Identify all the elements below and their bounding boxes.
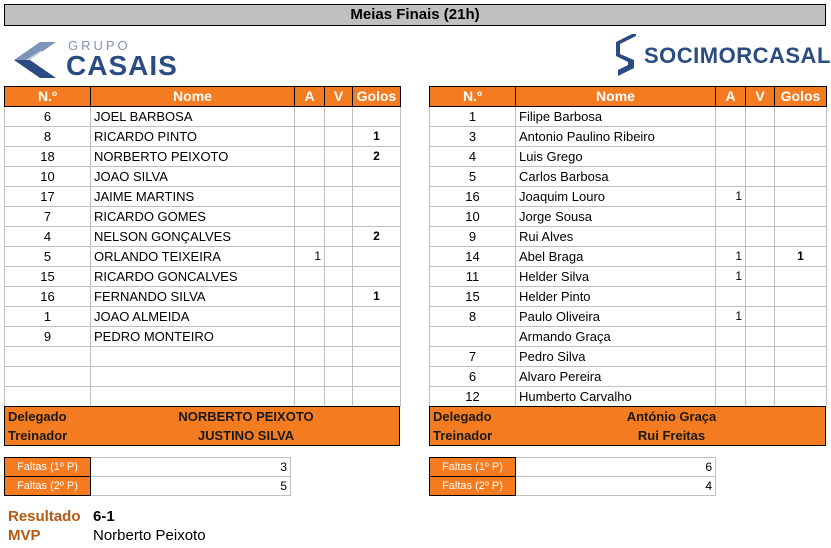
player-name: NORBERTO PEIXOTO bbox=[91, 147, 295, 167]
header-name: Nome bbox=[91, 87, 295, 107]
player-a bbox=[295, 107, 325, 127]
table-row bbox=[5, 107, 401, 127]
team-left-staff bbox=[4, 406, 400, 446]
player-a bbox=[295, 147, 325, 167]
team-right-staff bbox=[429, 406, 826, 446]
player-number: 8 bbox=[5, 127, 91, 147]
player-number: 16 bbox=[5, 287, 91, 307]
player-a bbox=[716, 347, 746, 367]
player-v bbox=[746, 267, 775, 287]
player-name: Helder Silva bbox=[516, 267, 716, 287]
table-row bbox=[430, 167, 827, 187]
player-name: Carlos Barbosa bbox=[516, 167, 716, 187]
player-golos bbox=[353, 347, 401, 367]
player-name: JOAO ALMEIDA bbox=[91, 307, 295, 327]
header-name: Nome bbox=[516, 87, 716, 107]
player-a bbox=[716, 147, 746, 167]
player-number: 15 bbox=[430, 287, 516, 307]
player-name: Paulo Oliveira bbox=[516, 307, 716, 327]
player-golos: 1 bbox=[353, 287, 401, 307]
table-row bbox=[5, 127, 401, 147]
player-v bbox=[746, 127, 775, 147]
player-number: 14 bbox=[430, 247, 516, 267]
treinador-value: Rui Freitas bbox=[637, 428, 706, 443]
team-right-table bbox=[429, 86, 827, 407]
team-left-faltas bbox=[4, 457, 291, 496]
player-a bbox=[716, 387, 746, 407]
player-golos bbox=[775, 147, 827, 167]
player-golos bbox=[775, 267, 827, 287]
player-name: Humberto Carvalho bbox=[516, 387, 716, 407]
player-name: Pedro Silva bbox=[516, 347, 716, 367]
mvp-value: Norberto Peixoto bbox=[93, 527, 206, 544]
player-number: 6 bbox=[5, 107, 91, 127]
faltas-label: Faltas (2º P) bbox=[430, 477, 516, 496]
player-number: 3 bbox=[430, 127, 516, 147]
player-name: Luis Grego bbox=[516, 147, 716, 167]
player-name bbox=[91, 387, 295, 407]
socimorcasal-logo bbox=[614, 32, 831, 80]
table-row bbox=[5, 347, 401, 367]
player-golos bbox=[353, 327, 401, 347]
player-v bbox=[746, 367, 775, 387]
player-a bbox=[716, 287, 746, 307]
player-name: Alvaro Pereira bbox=[516, 367, 716, 387]
player-number: 17 bbox=[5, 187, 91, 207]
player-v bbox=[746, 327, 775, 347]
player-v bbox=[325, 307, 353, 327]
player-name: Helder Pinto bbox=[516, 287, 716, 307]
player-a bbox=[295, 367, 325, 387]
player-name: Filipe Barbosa bbox=[516, 107, 716, 127]
player-a bbox=[295, 227, 325, 247]
table-row bbox=[430, 247, 827, 267]
team-right-faltas bbox=[429, 457, 716, 496]
player-golos bbox=[353, 247, 401, 267]
table-row bbox=[5, 227, 401, 247]
table-header-row bbox=[430, 87, 827, 107]
table-header-row bbox=[5, 87, 401, 107]
player-number: 11 bbox=[430, 267, 516, 287]
player-number: 7 bbox=[430, 347, 516, 367]
table-row bbox=[430, 387, 827, 407]
table-row bbox=[430, 107, 827, 127]
player-number: 5 bbox=[5, 247, 91, 267]
player-number: 15 bbox=[5, 267, 91, 287]
player-number bbox=[5, 367, 91, 387]
player-a bbox=[716, 367, 746, 387]
player-v bbox=[325, 207, 353, 227]
player-v bbox=[325, 107, 353, 127]
player-golos bbox=[353, 187, 401, 207]
faltas-value: 6 bbox=[516, 458, 716, 477]
player-golos: 2 bbox=[353, 227, 401, 247]
player-golos bbox=[775, 127, 827, 147]
table-row bbox=[5, 167, 401, 187]
player-name: RICARDO PINTO bbox=[91, 127, 295, 147]
mvp-line bbox=[8, 527, 206, 544]
delegado-value: NORBERTO PEIXOTO bbox=[178, 409, 314, 424]
result-line bbox=[8, 508, 115, 525]
player-a bbox=[716, 107, 746, 127]
player-v bbox=[325, 127, 353, 147]
header-num: N.º bbox=[5, 87, 91, 107]
player-name bbox=[91, 367, 295, 387]
faltas-value: 4 bbox=[516, 477, 716, 496]
casais-logo-name: CASAIS bbox=[66, 50, 178, 81]
player-v bbox=[746, 187, 775, 207]
table-row bbox=[430, 307, 827, 327]
faltas-value: 3 bbox=[91, 458, 291, 477]
player-name: JAIME MARTINS bbox=[91, 187, 295, 207]
player-golos bbox=[775, 187, 827, 207]
player-golos bbox=[353, 167, 401, 187]
table-row bbox=[5, 287, 401, 307]
player-v bbox=[325, 227, 353, 247]
player-v bbox=[325, 147, 353, 167]
player-name bbox=[91, 347, 295, 367]
player-a bbox=[716, 207, 746, 227]
table-row bbox=[430, 227, 827, 247]
player-golos bbox=[775, 307, 827, 327]
player-number: 18 bbox=[5, 147, 91, 167]
casais-logo-grupo: GRUPO bbox=[68, 38, 131, 53]
player-golos: 2 bbox=[353, 147, 401, 167]
player-a bbox=[716, 327, 746, 347]
player-v bbox=[325, 187, 353, 207]
player-a bbox=[295, 207, 325, 227]
player-name: Armando Graça bbox=[516, 327, 716, 347]
table-row bbox=[5, 207, 401, 227]
header-golos: Golos bbox=[775, 87, 827, 107]
player-a: 1 bbox=[716, 267, 746, 287]
player-name: Jorge Sousa bbox=[516, 207, 716, 227]
player-number: 4 bbox=[5, 227, 91, 247]
player-golos bbox=[353, 267, 401, 287]
player-v bbox=[325, 367, 353, 387]
player-golos bbox=[775, 367, 827, 387]
player-golos: 1 bbox=[775, 247, 827, 267]
player-a bbox=[295, 267, 325, 287]
table-row bbox=[430, 327, 827, 347]
socimorcasal-logo-name: SOCIMORCASAL bbox=[644, 43, 831, 68]
player-name: Joaquim Louro bbox=[516, 187, 716, 207]
table-row bbox=[5, 247, 401, 267]
player-name: NELSON GONÇALVES bbox=[91, 227, 295, 247]
table-row bbox=[430, 147, 827, 167]
table-row bbox=[430, 347, 827, 367]
player-name: FERNANDO SILVA bbox=[91, 287, 295, 307]
header-golos: Golos bbox=[353, 87, 401, 107]
player-a bbox=[295, 307, 325, 327]
player-a bbox=[295, 187, 325, 207]
table-row bbox=[5, 267, 401, 287]
faltas-label: Faltas (2º P) bbox=[5, 477, 91, 496]
player-number bbox=[5, 387, 91, 407]
player-golos bbox=[775, 207, 827, 227]
player-v bbox=[746, 207, 775, 227]
table-row bbox=[5, 187, 401, 207]
player-golos bbox=[353, 207, 401, 227]
player-number: 16 bbox=[430, 187, 516, 207]
player-v bbox=[746, 307, 775, 327]
player-v bbox=[746, 247, 775, 267]
player-v bbox=[746, 147, 775, 167]
treinador-label: Treinador bbox=[433, 428, 493, 443]
socimorcasal-s-icon bbox=[614, 34, 640, 78]
player-number: 5 bbox=[430, 167, 516, 187]
player-a: 1 bbox=[716, 247, 746, 267]
table-row bbox=[430, 127, 827, 147]
player-name: JOEL BARBOSA bbox=[91, 107, 295, 127]
page-title: Meias Finais (21h) bbox=[4, 4, 826, 26]
player-v bbox=[746, 107, 775, 127]
player-golos bbox=[353, 367, 401, 387]
player-name: Antonio Paulino Ribeiro bbox=[516, 127, 716, 147]
treinador-value: JUSTINO SILVA bbox=[197, 428, 295, 443]
player-v bbox=[746, 227, 775, 247]
player-a bbox=[295, 327, 325, 347]
player-v bbox=[325, 287, 353, 307]
player-v bbox=[746, 347, 775, 367]
player-golos bbox=[353, 387, 401, 407]
player-golos bbox=[353, 307, 401, 327]
player-v bbox=[325, 327, 353, 347]
table-row bbox=[430, 207, 827, 227]
player-number bbox=[430, 327, 516, 347]
mvp-label: MVP bbox=[8, 527, 41, 544]
player-golos bbox=[775, 227, 827, 247]
player-name: ORLANDO TEIXEIRA bbox=[91, 247, 295, 267]
player-v bbox=[325, 267, 353, 287]
player-v bbox=[325, 347, 353, 367]
table-row bbox=[430, 367, 827, 387]
player-a bbox=[295, 347, 325, 367]
player-v bbox=[325, 167, 353, 187]
player-name: RICARDO GOMES bbox=[91, 207, 295, 227]
player-number: 8 bbox=[430, 307, 516, 327]
result-label: Resultado bbox=[8, 508, 81, 525]
player-golos bbox=[775, 167, 827, 187]
player-v bbox=[746, 167, 775, 187]
player-number: 7 bbox=[5, 207, 91, 227]
header-v: V bbox=[746, 87, 775, 107]
player-name: JOAO SILVA bbox=[91, 167, 295, 187]
casais-chevron-icon bbox=[10, 38, 60, 80]
player-number bbox=[5, 347, 91, 367]
player-a bbox=[295, 127, 325, 147]
player-v bbox=[325, 387, 353, 407]
delegado-label: Delegado bbox=[433, 409, 492, 424]
result-value: 6-1 bbox=[93, 508, 115, 525]
header-a: A bbox=[295, 87, 325, 107]
player-number: 9 bbox=[5, 327, 91, 347]
player-golos bbox=[353, 107, 401, 127]
header-v: V bbox=[325, 87, 353, 107]
treinador-label: Treinador bbox=[8, 428, 68, 443]
player-a: 1 bbox=[716, 187, 746, 207]
player-a bbox=[716, 227, 746, 247]
player-v bbox=[746, 287, 775, 307]
player-number: 10 bbox=[5, 167, 91, 187]
player-a bbox=[716, 167, 746, 187]
team-left-table bbox=[4, 86, 401, 407]
player-v bbox=[325, 247, 353, 267]
table-row bbox=[5, 147, 401, 167]
player-golos bbox=[775, 347, 827, 367]
faltas-label: Faltas (1º P) bbox=[5, 458, 91, 477]
player-golos bbox=[775, 107, 827, 127]
player-number: 1 bbox=[5, 307, 91, 327]
table-row bbox=[5, 307, 401, 327]
faltas-label: Faltas (1º P) bbox=[430, 458, 516, 477]
player-a bbox=[295, 387, 325, 407]
table-row bbox=[5, 327, 401, 347]
player-name: Rui Alves bbox=[516, 227, 716, 247]
player-golos: 1 bbox=[353, 127, 401, 147]
table-row bbox=[430, 187, 827, 207]
player-number: 4 bbox=[430, 147, 516, 167]
player-a bbox=[716, 127, 746, 147]
table-row bbox=[5, 367, 401, 387]
player-name: RICARDO GONCALVES bbox=[91, 267, 295, 287]
table-row bbox=[430, 267, 827, 287]
player-name: PEDRO MONTEIRO bbox=[91, 327, 295, 347]
player-number: 9 bbox=[430, 227, 516, 247]
table-row bbox=[430, 287, 827, 307]
player-number: 1 bbox=[430, 107, 516, 127]
player-name: Abel Braga bbox=[516, 247, 716, 267]
delegado-label: Delegado bbox=[8, 409, 67, 424]
casais-logo bbox=[10, 36, 180, 82]
player-a bbox=[295, 167, 325, 187]
player-number: 10 bbox=[430, 207, 516, 227]
player-number: 12 bbox=[430, 387, 516, 407]
player-a: 1 bbox=[295, 247, 325, 267]
player-a bbox=[295, 287, 325, 307]
player-a: 1 bbox=[716, 307, 746, 327]
player-number: 6 bbox=[430, 367, 516, 387]
header-num: N.º bbox=[430, 87, 516, 107]
player-v bbox=[746, 387, 775, 407]
player-golos bbox=[775, 287, 827, 307]
delegado-value: António Graça bbox=[626, 409, 717, 424]
faltas-value: 5 bbox=[91, 477, 291, 496]
table-row bbox=[5, 387, 401, 407]
player-golos bbox=[775, 327, 827, 347]
player-golos bbox=[775, 387, 827, 407]
header-a: A bbox=[716, 87, 746, 107]
